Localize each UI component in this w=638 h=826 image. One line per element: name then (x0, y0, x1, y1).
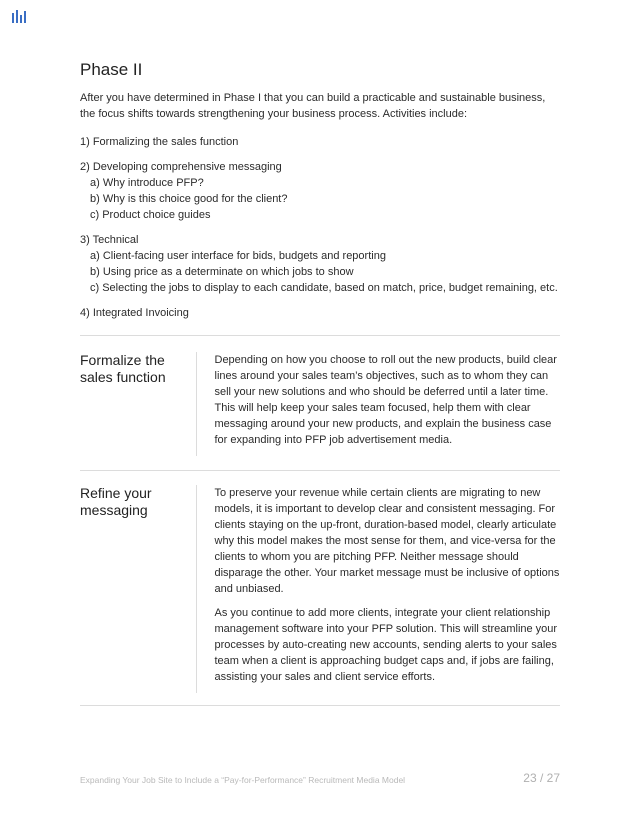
page-content (80, 60, 560, 706)
list-item (80, 134, 560, 150)
section-messaging (80, 485, 560, 693)
list-item (80, 305, 560, 321)
list-item (80, 159, 560, 223)
section-body (197, 352, 561, 456)
page-title: Phase II (80, 60, 143, 79)
section-paragraph: Depending on how you choose to roll out the new products, build clear lines around your sales team’s objectives, such as to whom they can sell your new solutions and who should be deferred until a later time. This will help keep your sales team focused, help them with clear messaging around your new products, and explain the business case for expanding into PFP job advertisement media. (214, 354, 557, 446)
section-heading: Formalize the sales function (80, 352, 166, 385)
page-number: 23 / 27 (523, 771, 560, 785)
item-title: 3) Technical (80, 234, 139, 246)
item-title: 1) Formalizing the sales function (80, 136, 239, 148)
list-item (80, 232, 560, 296)
sub-item: a) Client-facing user interface for bids, budgets and reporting (90, 250, 386, 262)
sub-item: b) Why is this choice good for the client? (90, 193, 288, 205)
section-heading: Refine your messaging (80, 485, 152, 518)
sub-item: c) Product choice guides (90, 209, 211, 221)
item-title: 4) Integrated Invoicing (80, 307, 189, 319)
section-body (197, 485, 561, 693)
divider (80, 470, 560, 471)
page-footer (80, 771, 560, 785)
divider (80, 335, 560, 336)
footer-text: Expanding Your Job Site to Include a “Pay-for-Performance” Recruitment Media Model (80, 775, 406, 785)
section-formalize (80, 352, 560, 456)
divider (80, 705, 560, 706)
intro-paragraph: After you have determined in Phase I that you can build a practicable and sustainable business, the focus shifts towards strengthening your business process. Activities include: (80, 92, 546, 120)
section-paragraph: As you continue to add more clients, integrate your client relationship management software into your PFP solution. This will streamline your processes by auto-creating new accounts, sending alerts to your sales team when a client is approaching budget caps and, if jobs are failing, assisting your sales and client service efforts. (214, 607, 558, 683)
bars-logo-icon (12, 10, 28, 23)
item-title: 2) Developing comprehensive messaging (80, 161, 282, 173)
sub-item: c) Selecting the jobs to display to each candidate, based on match, price, budget remaining, etc. (90, 282, 558, 294)
section-paragraph: To preserve your revenue while certain clients are migrating to new models, it is important to develop clear and consistent messaging. For clients staying on the up-front, duration-based model, clearly articulate why this model makes the most sense for them, and vice-versa for the clients to whom you are pitching PFP. Neither message should disparage the other. Your market message must be inclusive of options and unbiased. (214, 487, 560, 595)
sub-item: a) Why introduce PFP? (90, 177, 204, 189)
sub-item: b) Using price as a determinate on which jobs to show (90, 266, 354, 278)
